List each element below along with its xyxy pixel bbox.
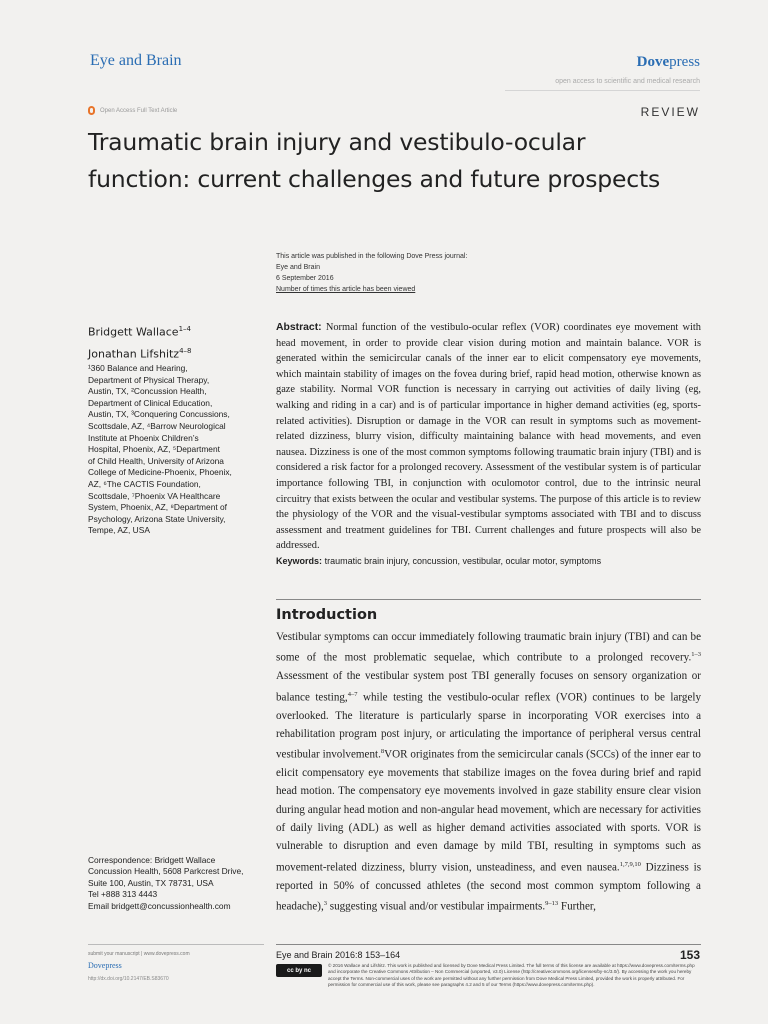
section-divider: [276, 599, 701, 600]
publisher-logo: [637, 54, 700, 71]
footer-publisher-logo: Dovepress: [88, 961, 122, 970]
introduction-heading: Introduction: [276, 607, 378, 623]
affiliation-line: College of Medicine-Phoenix, Phoenix,: [88, 467, 232, 478]
citation-ref: 1–3: [691, 651, 701, 659]
affiliation-line: Tempe, AZ, USA: [88, 525, 150, 536]
affiliation-line: Austin, TX, ³Conquering Concussions,: [88, 409, 230, 420]
correspondence-line: Correspondence: Bridgett Wallace: [88, 855, 216, 865]
affiliation-line: AZ, ⁶The CACTIS Foundation,: [88, 478, 201, 489]
intro-text: while testing the vestibulo-ocular reflex (VOR) continues to be largely overlooked. The literature is particularly sparse in incorporating VOR exercises into a rehabilitation program post injury, or articulating the importance of peripheral versus central vestibular involvement.: [276, 691, 701, 761]
affiliations: [88, 363, 264, 537]
correspondence-line: Suite 100, Austin, TX 78731, USA: [88, 877, 214, 888]
author-2-affil: 4–8: [179, 346, 192, 355]
affiliation-line: Scottsdale, ⁷Phoenix VA Healthcare: [88, 490, 221, 501]
affiliation-line: ¹360 Balance and Hearing,: [88, 363, 188, 373]
citation-ref: 3: [323, 899, 327, 907]
pubinfo-journal: Eye and Brain: [276, 264, 320, 271]
author-list: [88, 320, 192, 363]
author-2-name: Jonathan Lifshitz: [88, 347, 180, 361]
open-access-lock-icon: [88, 106, 95, 115]
abstract-label: Abstract:: [276, 322, 322, 333]
publisher-logo-bold: Dove: [636, 54, 670, 70]
article-type: REVIEW: [640, 105, 700, 119]
intro-text: Assessment of the vestibular system post TBI generally focuses on sensory organization or balance testing,: [276, 670, 701, 704]
doi-link[interactable]: http://dx.doi.org/10.2147/EB.S83670: [88, 976, 169, 982]
correspondence-phone: Tel +888 313 4443: [88, 889, 158, 900]
header-divider: [505, 90, 700, 91]
affiliation-line: Department of Physical Therapy,: [88, 374, 210, 385]
author-2: [88, 342, 192, 364]
affiliation-line: of Child Health, University of Arizona: [88, 455, 224, 466]
title-line-1: Traumatic brain injury and vestibulo-ocular: [88, 128, 586, 156]
submit-manuscript-link[interactable]: submit your manuscript | www.dovepress.com: [88, 951, 190, 957]
citation-ref: 9–13: [545, 899, 559, 907]
footer-divider-right: [276, 944, 701, 945]
correspondence-email[interactable]: Email bridgett@concussionhealth.com: [88, 900, 231, 911]
affiliation-line: Institute at Phoenix Children’s: [88, 432, 199, 443]
intro-text: VOR originates from the semicircular canals (SCCs) of the inner ear to elicit compensatory eye movements that stabilize images on the fovea during brief and rapid head motion. The compensatory eye movements involved in gaze stability ensure clear vision during angular head motion and non-angular head movement, which are necessary for activities of daily living (ADL) as well as higher demand activities associated with sports. VOR is vulnerable to disruption and even damage by mild TBI, resulting in symptoms such as movement-related dizziness, blurry vision, unsteadiness, and even nausea.: [276, 748, 701, 874]
intro-text: Further,: [558, 900, 596, 913]
intro-text: Vestibular symptoms can occur immediately following traumatic brain injury (TBI) and can be some of the most problematic sequelae, which contribute to a prolonged recovery.: [276, 631, 701, 664]
page-number: 153: [679, 948, 700, 962]
citation-ref: 4–7: [347, 690, 358, 698]
open-access-label: [88, 106, 177, 115]
intro-text: Dizziness is reported in 50% of concussed athletes (the second most common symptom following a headache),: [276, 861, 702, 913]
footer-divider-left: [88, 944, 264, 945]
open-access-text: Open Access Full Text Article: [100, 107, 178, 114]
correspondence-line: Concussion Health, 5608 Parkcrest Drive,: [88, 866, 244, 877]
publisher-tagline: open access to scientific and medical research: [555, 78, 700, 85]
affiliation-line: Austin, TX, ²Concussion Health,: [88, 386, 207, 397]
affiliation-line: Scottsdale, AZ, ⁴Barrow Neurological: [88, 420, 226, 431]
affiliation-line: Hospital, Phoenix, AZ, ⁵Department: [88, 444, 220, 455]
affiliation-line: System, Phoenix, AZ, ⁸Department of: [88, 502, 227, 513]
citation-ref: 1,7,9,10: [619, 860, 641, 868]
author-1-affil: 1–4: [178, 325, 191, 333]
publisher-logo-rest: press: [669, 54, 700, 70]
affiliation-line: Department of Clinical Education,: [88, 397, 213, 408]
author-1-name: Bridgett Wallace: [88, 325, 179, 339]
journal-citation: Eye and Brain 2016:8 153–164: [276, 950, 401, 960]
abstract: [276, 320, 701, 570]
abstract-text: Normal function of the vestibulo-ocular reflex (VOR) coordinates eye movement with head movement, in order to provide clear vision during motion and maintain balance. VOR is generated within the semicircular canals of the inner ear to elicit compensatory eye movements, which maintain stability of images on the fovea during brief, rapid head motion, otherwise known as gaze stability. Normal VOR function is necessary in carrying out activities of daily living (eg, walking and riding in a car) and is of particular importance in higher demand activities (eg, sports-related activities). Disruption or damage in the VOR can result in symptoms such as movement-related dizziness, blurry vision, difficulty maintaining balance with head movements, and even nausea. Dizziness is one of the most common symptoms following traumatic brain injury (TBI) and is considered a risk factor for a prolonged recovery. Assessment of the vestibular system is of particular importance following TBI, in conjunction with oculomotor control, due to the intrinsic neural circuitry that exists between the ocular and vestibular systems. The purpose of this article is to review the physiology of the VOR and the visual-vestibular symptoms associated with TBI and to discuss assessment and treatment guidelines for TBI. Current challenges and future prospects will also be addressed.: [276, 322, 701, 552]
intro-text: suggesting visual and/or vestibular impairments.: [326, 900, 546, 913]
license-block: [276, 963, 701, 988]
title-line-2: function: current challenges and future prospects: [88, 165, 661, 193]
publication-info: [276, 251, 467, 295]
views-link[interactable]: Number of times this article has been viewed: [276, 286, 416, 293]
pubinfo-line-1: This article was published in the following Dove Press journal:: [276, 253, 468, 260]
correspondence: [88, 855, 268, 912]
citation-ref: 8: [380, 748, 385, 756]
creative-commons-icon[interactable]: cc by nc: [276, 964, 322, 977]
pubinfo-date: 6 September 2016: [276, 275, 334, 282]
keywords-label: Keywords:: [276, 555, 323, 566]
license-text: © 2016 Wallace and Lifshitz. This work is published and licensed by Dove Medical Press Limited. The full terms of this license are available at https://www.dovepress.com/terms.php and incorporate the Creative Commons Attribution – Non Commercial (unported, v3.0) License (http://creativecommons.org/licenses/by-nc/3.0/). By accessing the work you hereby accept the Terms. Non-commercial uses of the work are permitted without any further permission from Dove Medical Press Limited, provided the work is properly attributed. For permission for commercial use of this work, please see paragraphs 4.2 and 5 of our Terms (https://www.dovepress.com/terms.php).: [328, 963, 695, 987]
affiliation-line: Psychology, Arizona State University,: [88, 513, 226, 524]
author-1: [88, 320, 192, 342]
article-title: [88, 124, 728, 198]
journal-name: Eye and Brain: [90, 52, 182, 69]
keywords-text: traumatic brain injury, concussion, vestibular, ocular motor, symptoms: [324, 555, 602, 566]
introduction-body: [276, 628, 701, 916]
